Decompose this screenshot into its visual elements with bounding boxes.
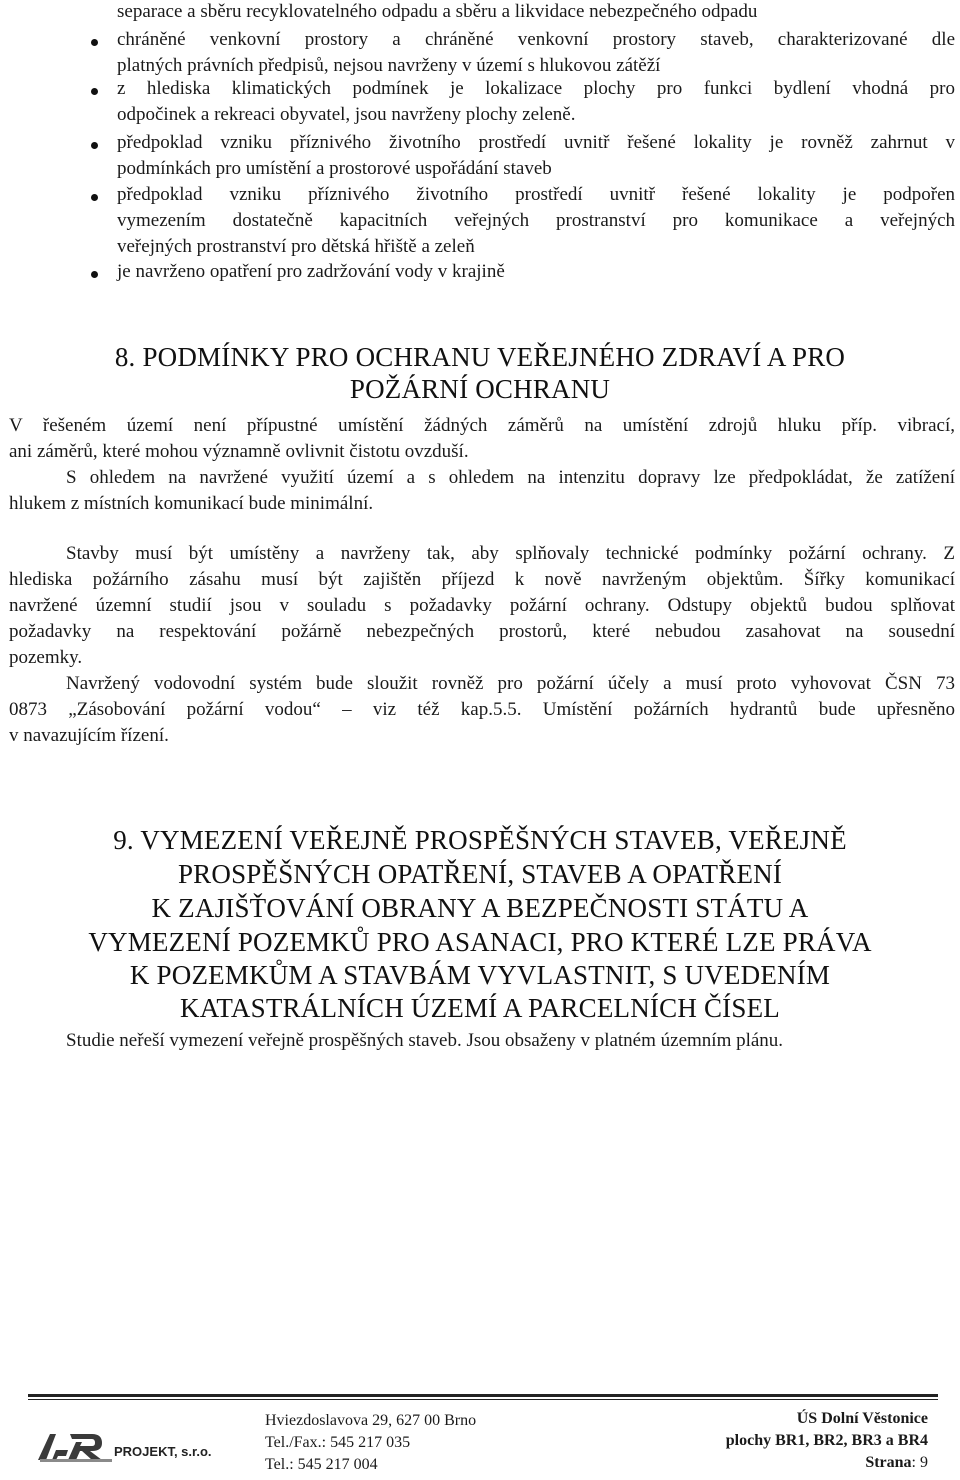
section-8-paragraph-4-line-2: 0873 „Zásobování požární vodou“ – viz též kap.5.5. Umístění požárních hydrantů bude upřesněno xyxy=(9,699,955,720)
logo-mark-icon xyxy=(36,1426,116,1464)
bullet-item-4-line-3: veřejných prostranství pro dětská hřiště a zeleň xyxy=(117,236,475,257)
company-logo xyxy=(36,1426,246,1466)
page-value: : 9 xyxy=(911,1454,928,1471)
bullet-icon xyxy=(91,142,98,149)
footer-page-number xyxy=(865,1452,928,1474)
section-8-heading-line-1: 8. PODMÍNKY PRO OCHRANU VEŘEJNÉHO ZDRAVÍ A PRO xyxy=(114,342,846,372)
section-9-heading-line-5: K POZEMKŮM A STAVBÁM VYVLASTNIT, S UVEDENÍM xyxy=(129,960,831,990)
bullet-item-5-line-1: je navrženo opatření pro zadržování vody v krajině xyxy=(117,261,505,282)
section-8-paragraph-2-line-1: S ohledem na navržené využití území a s ohledem na intenzitu dopravy lze předpokládat, že zatížení xyxy=(66,467,955,488)
bullet-icon xyxy=(91,88,98,95)
footer-rule-thin xyxy=(28,1399,938,1400)
section-9-heading-line-1: 9. VYMEZENÍ VEŘEJNĚ PROSPĚŠNÝCH STAVEB, VEŘEJNĚ xyxy=(113,825,847,855)
section-8-paragraph-4-line-3: v navazujícím řízení. xyxy=(9,725,169,746)
footer-tel: Tel.: 545 217 004 xyxy=(265,1456,378,1473)
bullet-item-1-line-2: platných právních předpisů, nejsou navrženy v území s hlukovou zátěží xyxy=(117,55,661,76)
footer-plochy: plochy BR1, BR2, BR3 a BR4 xyxy=(725,1432,928,1449)
footer-address: Hviezdoslavova 29, 627 00 Brno xyxy=(265,1412,477,1429)
footer-rule xyxy=(28,1394,938,1397)
section-9-heading-line-4: VYMEZENÍ POZEMKŮ PRO ASANACI, PRO KTERÉ LZE PRÁVA xyxy=(88,927,872,957)
logo-text: PROJEKT, s.r.o. xyxy=(114,1444,212,1459)
section-8-paragraph-4-line-1: Navržený vodovodní systém bude sloužit rovněž pro požární účely a musí proto vyhovovat ČSN 73 xyxy=(66,673,955,694)
bullet-item-3-line-1: předpoklad vzniku příznivého životního prostředí uvnitř řešené lokality je rovněž zahrnut v xyxy=(117,132,955,153)
section-8-paragraph-3-line-5: pozemky. xyxy=(9,647,83,668)
section-8-paragraph-1-line-2: ani záměrů, které mohou významně ovlivnit čistotu ovzduší. xyxy=(9,441,469,462)
bullet-icon xyxy=(91,194,98,201)
footer-telfax: Tel./Fax.: 545 217 035 xyxy=(265,1434,411,1451)
section-9-heading-line-2: PROSPĚŠNÝCH OPATŘENÍ, STAVEB A OPATŘENÍ xyxy=(177,859,783,889)
bullet-item-1-line-1: chráněné venkovní prostory a chráněné venkovní prostory staveb, charakterizované dle xyxy=(117,29,955,50)
section-8-paragraph-2-line-2: hlukem z místních komunikací bude minimální. xyxy=(9,493,374,514)
bullet-item-4-line-2: vymezením dostatečně kapacitních veřejných prostranství pro komunikace a veřejných xyxy=(117,210,955,231)
bullet-item-2-line-1: z hlediska klimatických podmínek je lokalizace plochy pro funkci bydlení vhodná pro xyxy=(117,78,955,99)
footer-project-name: ÚS Dolní Věstonice xyxy=(796,1410,928,1427)
bullet-item-3-line-2: podmínkách pro umístění a prostorové uspořádání staveb xyxy=(117,158,552,179)
bullet-item-4-line-1: předpoklad vzniku příznivého životního prostředí uvnitř řešené lokality je podpořen xyxy=(117,184,955,205)
bullet-icon xyxy=(91,271,98,278)
section-8-heading-line-2: POŽÁRNÍ OCHRANU xyxy=(349,374,611,404)
list-continuation-line: separace a sběru recyklovatelného odpadu a sběru a likvidace nebezpečného odpadu xyxy=(117,1,758,22)
section-8-paragraph-3-line-2: hlediska požárního zásahu musí být zajištěn příjezd k nově navrženým objektům. Šířky komunikací xyxy=(9,569,955,590)
bullet-item-2-line-2: odpočinek a rekreaci obyvatel, jsou navrženy plochy zeleně. xyxy=(117,104,576,125)
section-8-paragraph-3-line-1: Stavby musí být umístěny a navrženy tak, aby splňovaly technické podmínky požární ochrany. Z xyxy=(66,543,955,564)
section-9-heading-line-3: K ZAJIŠŤOVÁNÍ OBRANY A BEZPEČNOSTI STÁTU A xyxy=(151,893,809,923)
section-9-paragraph: Studie neřeší vymezení veřejně prospěšných staveb. Jsou obsaženy v platném územním plánu. xyxy=(66,1030,784,1051)
section-8-paragraph-3-line-3: navržené územní studií jsou v souladu s požadavky požární ochrany. Odstupy objektů budou splňovat xyxy=(9,595,955,616)
section-8-paragraph-1-line-1: V řešeném území není přípustné umístění žádných záměrů na umístění zdrojů hluku příp. vibrací, xyxy=(9,415,955,436)
bullet-icon xyxy=(91,39,98,46)
section-8-paragraph-3-line-4: požadavky na respektování požárně nebezpečných prostorů, které nebudou zasahovat na sousední xyxy=(9,621,955,642)
section-9-heading-line-6: KATASTRÁLNÍCH ÚZEMÍ A PARCELNÍCH ČÍSEL xyxy=(180,993,780,1023)
page-label: Strana xyxy=(865,1454,912,1471)
